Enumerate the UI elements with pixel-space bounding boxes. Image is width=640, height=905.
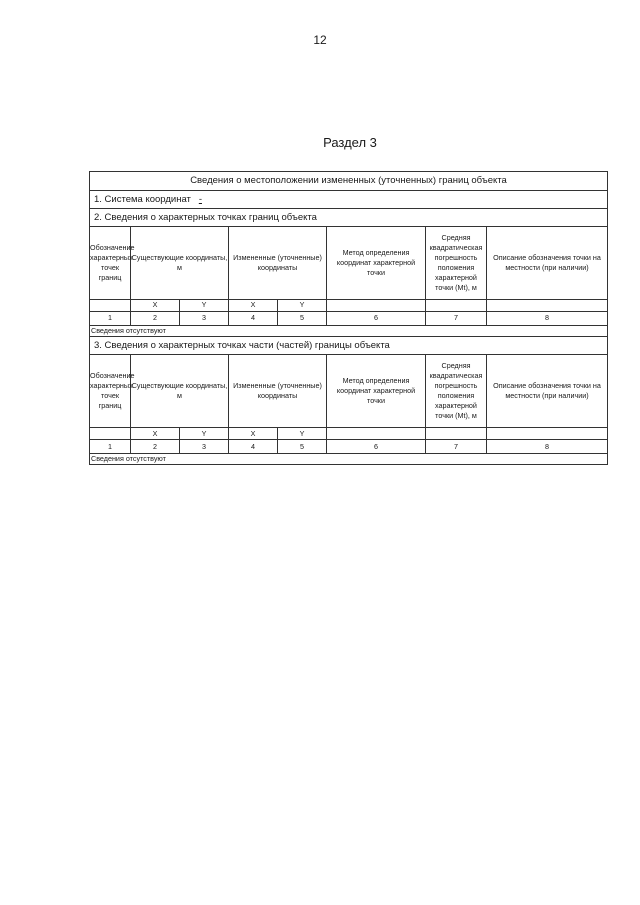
- col-number: 1: [90, 440, 131, 454]
- col-number: 3: [180, 440, 229, 454]
- col-designation: Обозначение характерных точек границ: [90, 227, 131, 300]
- col-number: 6: [327, 312, 426, 326]
- col-number: 5: [278, 440, 327, 454]
- page-number: 12: [313, 33, 327, 47]
- coord-system-label: 1. Система координат: [94, 193, 191, 205]
- col-accuracy: Средняя квадратическая погрешность положения характерной точки (Mt), м: [426, 355, 487, 428]
- section-title: Раздел 3: [323, 135, 377, 150]
- col-number: 4: [229, 440, 278, 454]
- coord-system-row: [90, 191, 608, 209]
- col-changed-coords: Измененные (уточненные) координаты: [229, 355, 327, 428]
- col-number: 2: [131, 312, 180, 326]
- xy-cell: [327, 428, 426, 440]
- col-number: 3: [180, 312, 229, 326]
- xy-cell: X: [131, 300, 180, 312]
- xy-cell: Y: [278, 300, 327, 312]
- col-number: 4: [229, 312, 278, 326]
- col-number: 8: [487, 440, 608, 454]
- points-table-title: 2. Сведения о характерных точках границ объекта: [90, 209, 608, 227]
- xy-cell: [426, 300, 487, 312]
- col-method: Метод определения координат характерной точки: [327, 355, 426, 428]
- no-data-note: Сведения отсутствуют: [90, 326, 608, 337]
- col-description: Описание обозначения точки на местности (при наличии): [487, 227, 608, 300]
- col-number: 2: [131, 440, 180, 454]
- xy-cell: [426, 428, 487, 440]
- xy-cell: [487, 300, 608, 312]
- col-method: Метод определения координат характерной точки: [327, 227, 426, 300]
- xy-cell: X: [131, 428, 180, 440]
- boundary-form: [89, 171, 607, 465]
- xy-cell: Y: [278, 428, 327, 440]
- col-changed-coords: Измененные (уточненные) координаты: [229, 227, 327, 300]
- parts-table-title: 3. Сведения о характерных точках части (частей) границы объекта: [90, 337, 608, 355]
- col-existing-coords: Существующие координаты, м: [131, 355, 229, 428]
- xy-cell: [327, 300, 426, 312]
- xy-cell: X: [229, 428, 278, 440]
- col-existing-coords: Существующие координаты, м: [131, 227, 229, 300]
- coord-system-value: -: [198, 193, 202, 205]
- xy-cell: [90, 300, 131, 312]
- col-number: 7: [426, 312, 487, 326]
- xy-cell: [90, 428, 131, 440]
- xy-cell: Y: [180, 300, 229, 312]
- xy-cell: Y: [180, 428, 229, 440]
- boundary-table: [89, 171, 608, 465]
- col-number: 6: [327, 440, 426, 454]
- xy-cell: X: [229, 300, 278, 312]
- col-number: 7: [426, 440, 487, 454]
- col-number: 5: [278, 312, 327, 326]
- col-description: Описание обозначения точки на местности (при наличии): [487, 355, 608, 428]
- no-data-note: Сведения отсутствуют: [90, 454, 608, 465]
- col-accuracy: Средняя квадратическая погрешность положения характерной точки (Mt), м: [426, 227, 487, 300]
- col-number: 8: [487, 312, 608, 326]
- col-designation: Обозначение характерных точек границ: [90, 355, 131, 428]
- xy-cell: [487, 428, 608, 440]
- form-title: Сведения о местоположении измененных (уточненных) границ объекта: [90, 172, 608, 191]
- col-number: 1: [90, 312, 131, 326]
